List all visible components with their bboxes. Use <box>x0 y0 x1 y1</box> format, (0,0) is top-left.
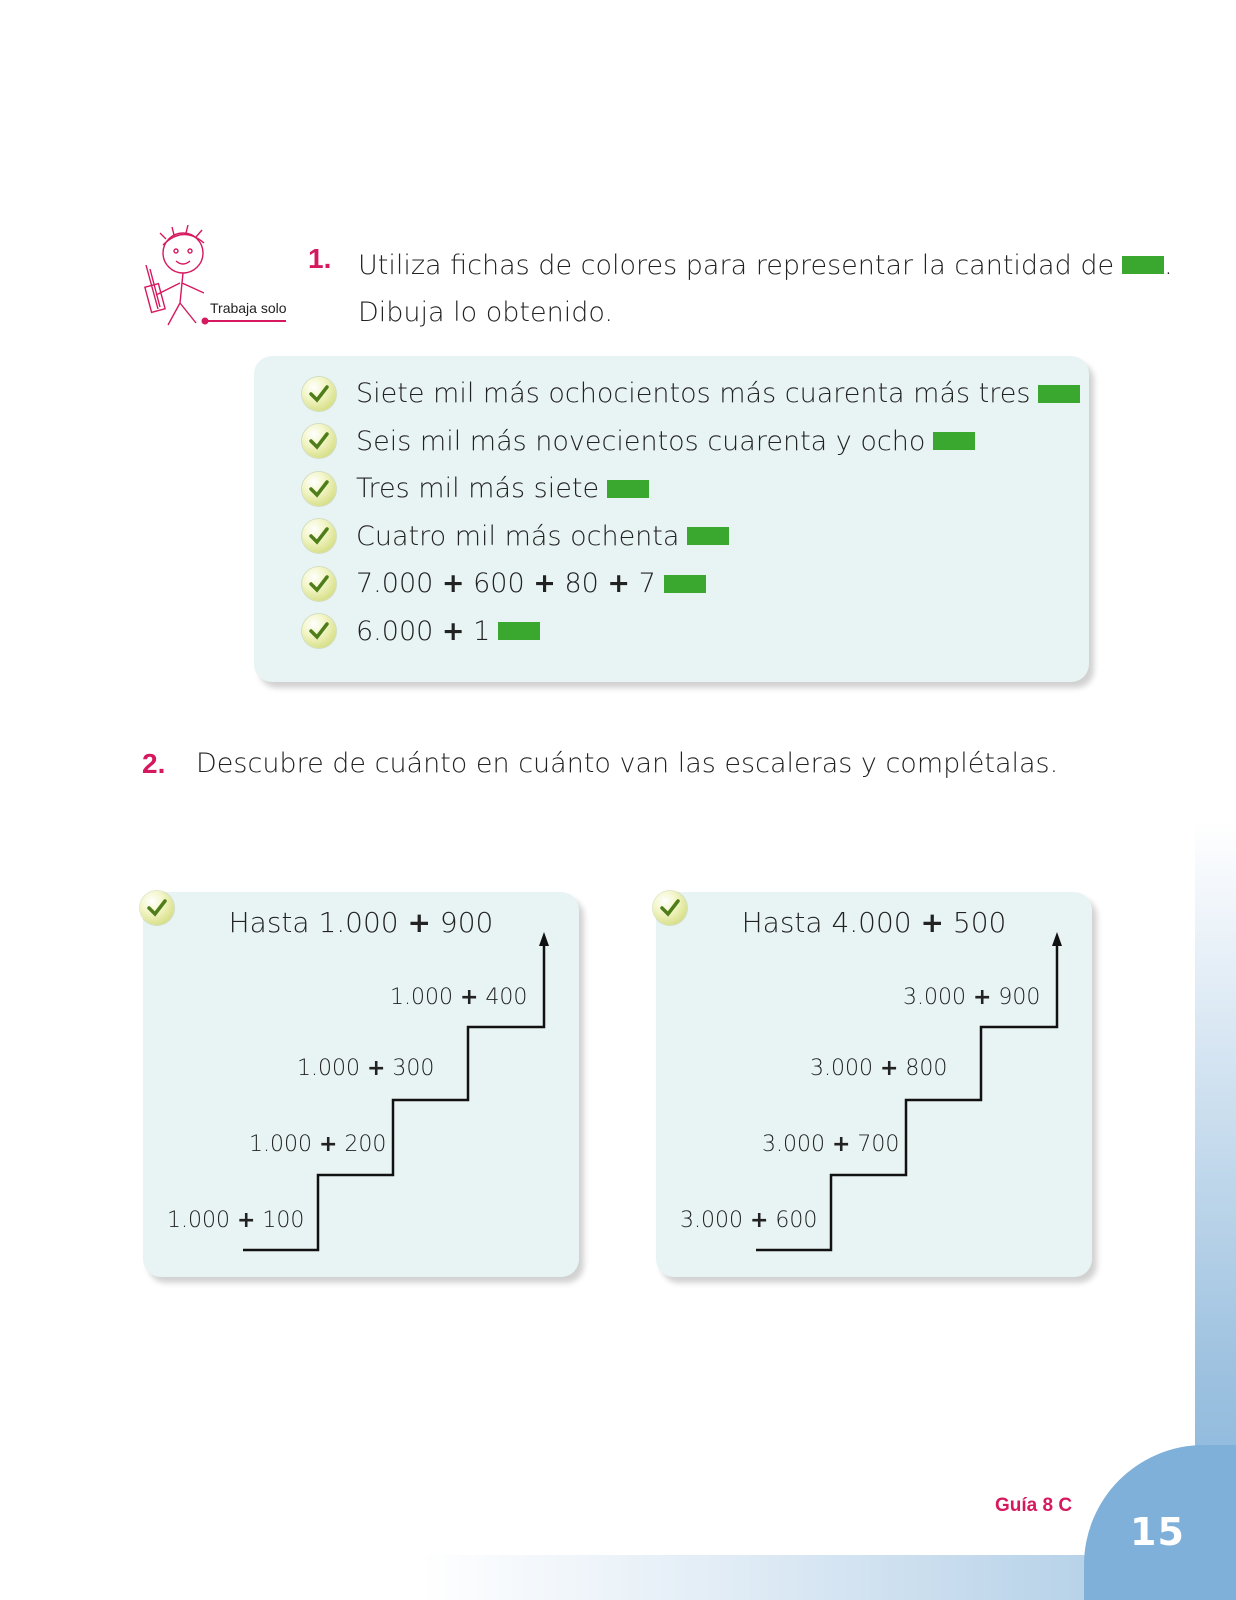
plus-sign: + <box>441 615 465 647</box>
check-icon <box>302 567 336 601</box>
item-number: 80 <box>564 568 599 600</box>
staircase-panel <box>656 892 1092 1277</box>
step-label: 3.000 + 900 <box>903 985 1041 1010</box>
title-text: Hasta 1.000 <box>228 906 399 939</box>
step-label: 3.000 + 600 <box>680 1208 818 1233</box>
item-number: 7.000 <box>356 568 434 600</box>
answer-blank[interactable] <box>687 527 729 545</box>
list-item <box>302 370 1080 418</box>
exercise-instructions <box>358 242 1173 336</box>
item-text: Seis mil más novecientos cuarenta y ocho <box>356 425 926 457</box>
answer-blank[interactable] <box>1122 256 1164 274</box>
plus-sign: + <box>407 906 431 939</box>
step-label: 1.000 + 100 <box>167 1208 305 1233</box>
title-number: 500 <box>952 906 1007 939</box>
step-label: 1.000 + 400 <box>390 985 528 1010</box>
exercise-list <box>302 370 1080 655</box>
plus-sign: + <box>441 568 465 600</box>
item-number: 6.000 <box>356 615 434 647</box>
item-number: 1 <box>473 615 491 647</box>
step-label: 3.000 + 800 <box>810 1056 948 1081</box>
list-item <box>302 560 1080 608</box>
exercise-instructions: Descubre de cuánto en cuánto van las escaleras y complétalas. <box>196 748 1059 779</box>
page-number: 15 <box>1130 1510 1185 1554</box>
kid-drawing-icon <box>138 225 293 335</box>
step-label: 3.000 + 700 <box>762 1132 900 1157</box>
answer-blank[interactable] <box>933 432 975 450</box>
check-icon <box>302 519 336 553</box>
step-label: 1.000 + 300 <box>297 1056 435 1081</box>
item-text: Cuatro mil más ochenta <box>356 520 680 552</box>
list-item <box>302 513 1080 561</box>
instruction-line: Utiliza fichas de colores para representar la cantidad de <box>358 250 1115 281</box>
title-number: 900 <box>439 906 494 939</box>
guide-label: Guía 8 C <box>995 1495 1073 1516</box>
answer-blank[interactable] <box>607 480 649 498</box>
staircase-panel <box>143 892 579 1277</box>
plus-sign: + <box>920 906 944 939</box>
exercise-number: 1. <box>308 243 332 274</box>
list-item <box>302 465 1080 513</box>
title-text: Hasta 4.000 <box>741 906 912 939</box>
plus-sign: + <box>607 568 631 600</box>
badge-label: Trabaja solo <box>210 300 287 316</box>
answer-blank[interactable] <box>1038 385 1080 403</box>
check-icon <box>302 614 336 648</box>
check-icon <box>302 377 336 411</box>
plus-sign: + <box>533 568 556 600</box>
instruction-punctuation: . <box>1164 250 1173 281</box>
item-number: 600 <box>473 568 525 600</box>
list-item <box>302 418 1080 466</box>
instruction-line: Dibuja lo obtenido. <box>358 297 614 328</box>
item-text: Siete mil más ochocientos más cuarenta más tres <box>356 378 1031 410</box>
check-icon <box>302 472 336 506</box>
answer-blank[interactable] <box>498 622 540 640</box>
exercise-number: 2. <box>142 748 166 779</box>
list-item <box>302 608 1080 656</box>
item-number: 7 <box>638 568 656 600</box>
answer-blank[interactable] <box>664 575 706 593</box>
item-text: Tres mil más siete <box>356 473 600 505</box>
step-label: 1.000 + 200 <box>249 1132 387 1157</box>
check-icon <box>302 424 336 458</box>
